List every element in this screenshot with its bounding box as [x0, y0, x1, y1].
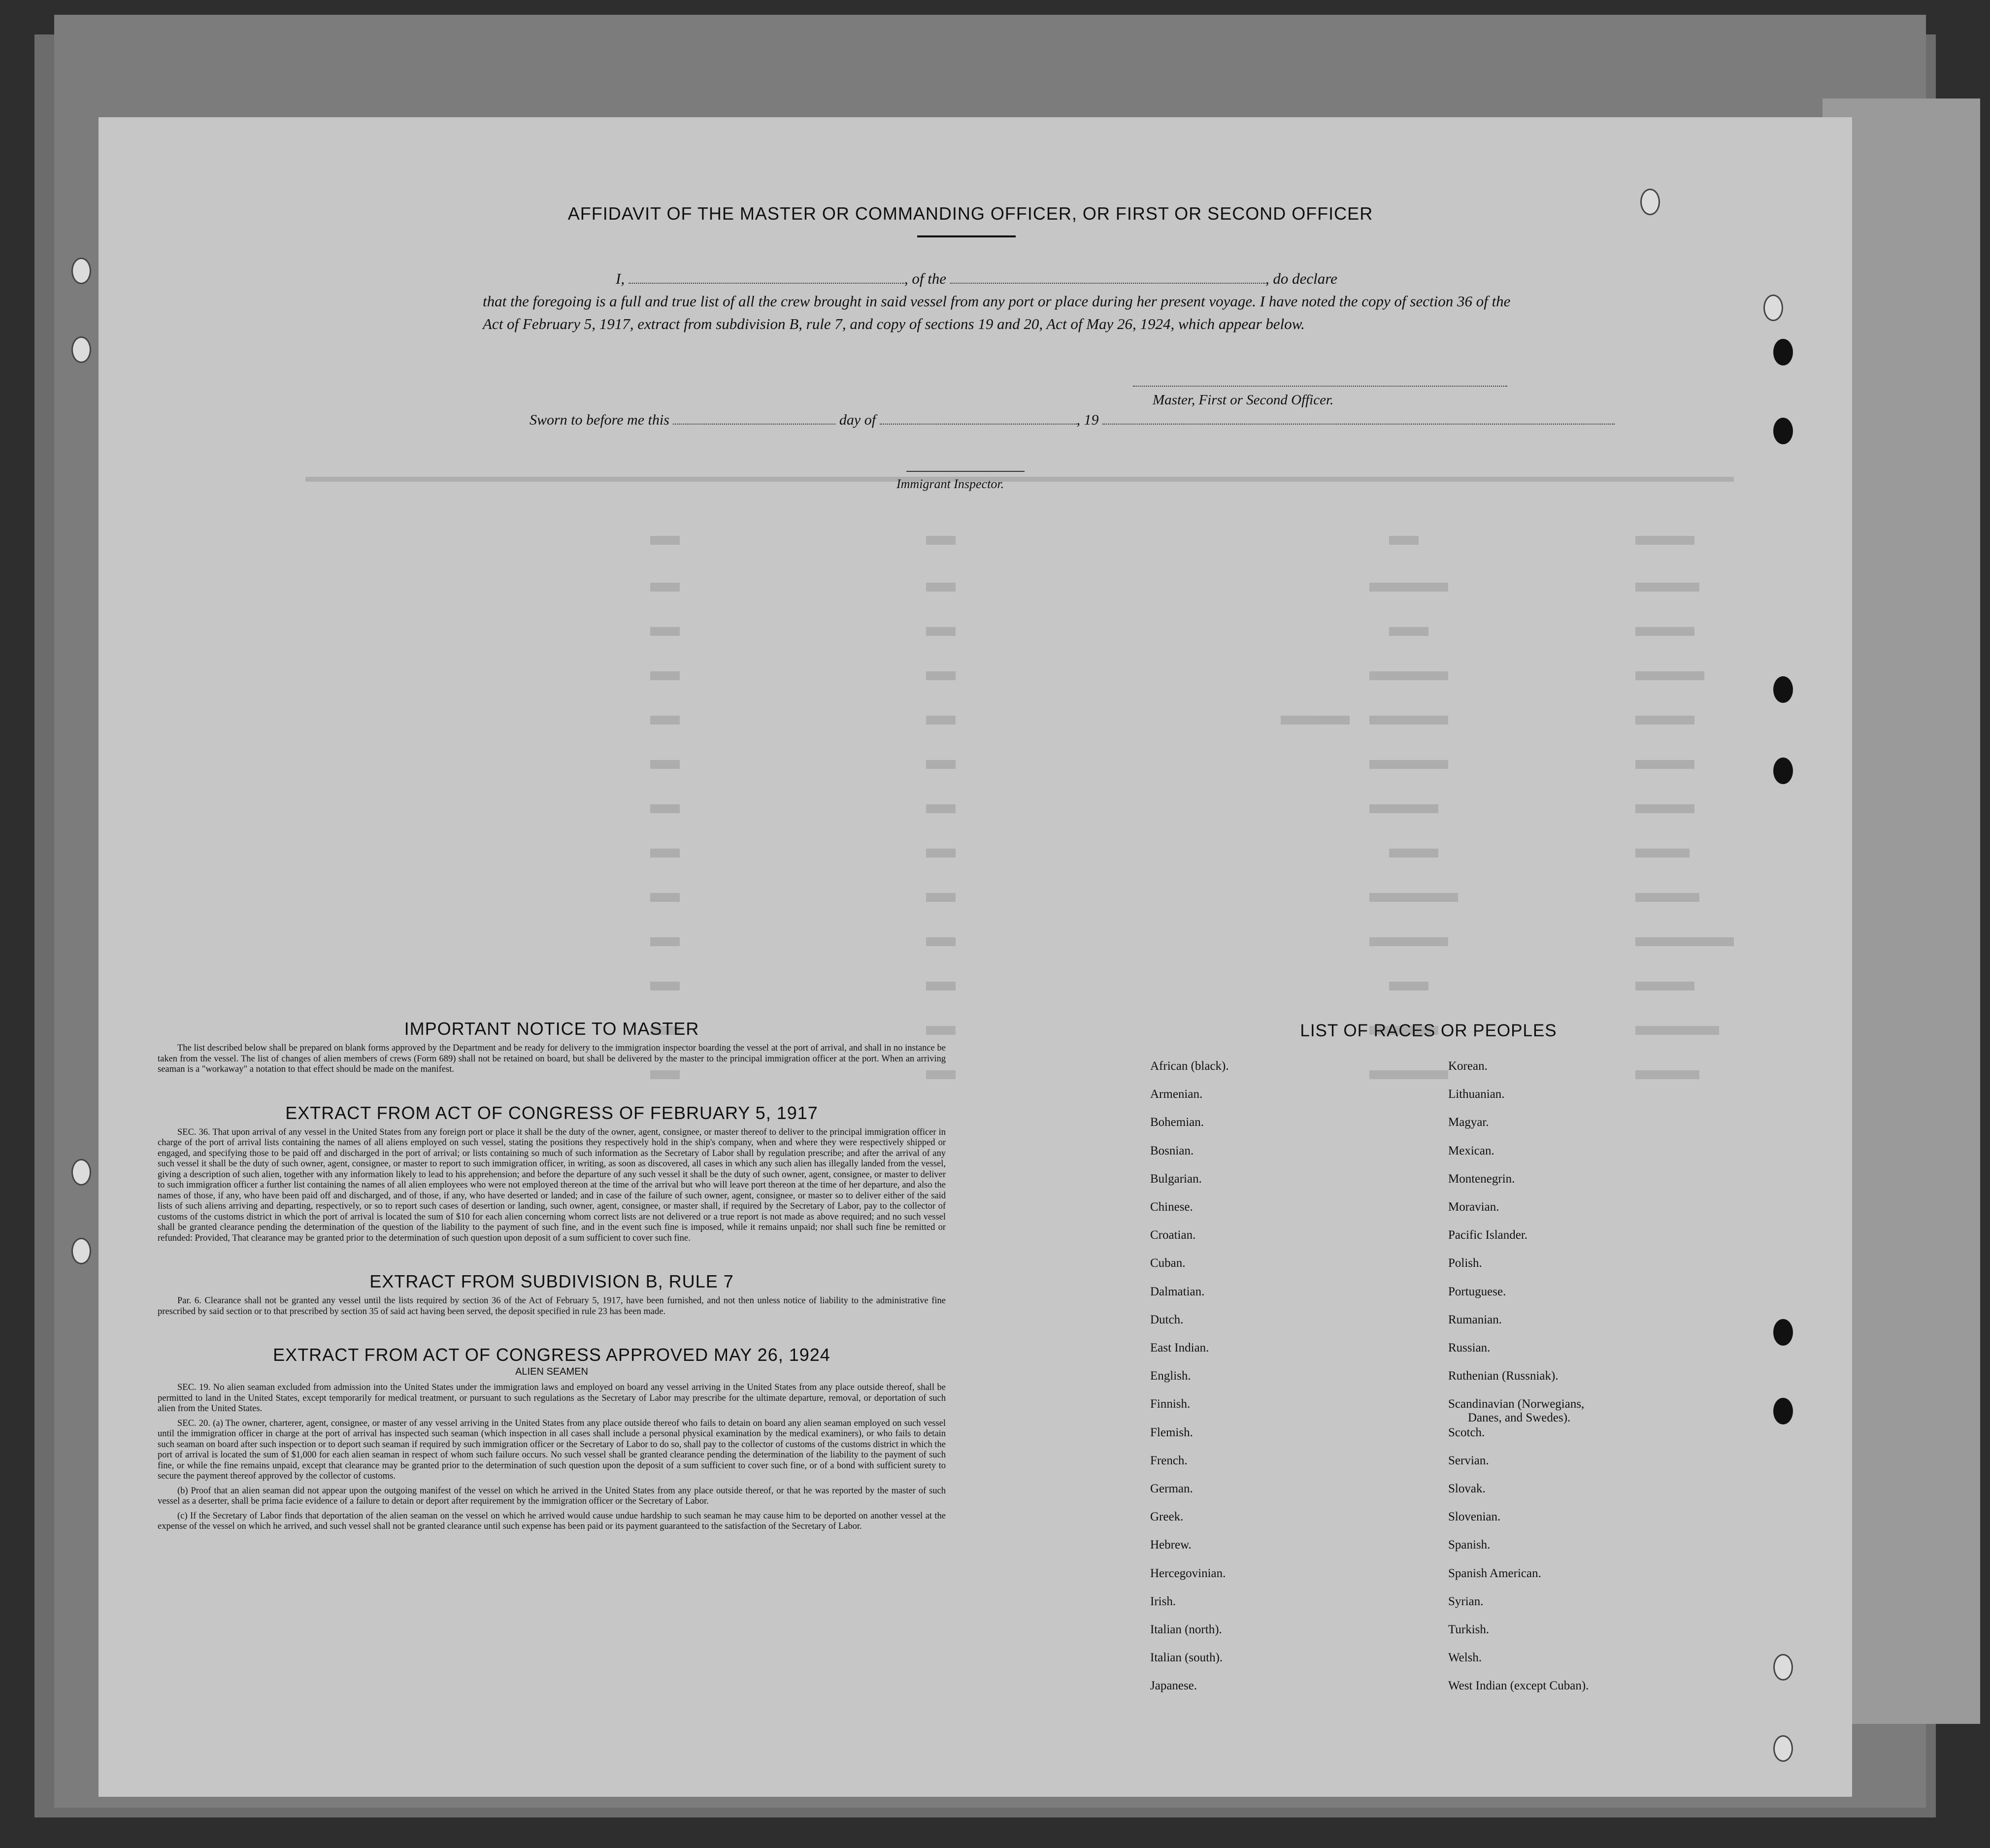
rule7-text: Par. 6. Clearance shall not be granted any vessel until the lists required by section 36 of the Act of February 5, 1917, have been furnished, and not then unless notice of liability to the administrative fine prescribed by said section or to that prescribed by section 35 of said act having been served, the deposit specified in rule 23 has been made.	[158, 1296, 946, 1317]
sec19-text: SEC. 19. No alien seaman excluded from admission into the United States under the immigration laws and employed on board any vessel arriving in the United States from any place outside thereof, shall be permitted to land in the United States, except temporarily for medical treatment, or pursuant to such regulations as the Secretary of Labor may prescribe for the ultimate departure, removal, or deportation of such alien from the United States.	[158, 1383, 946, 1414]
race-item: East Indian.	[1150, 1341, 1209, 1354]
race-item: Hebrew.	[1150, 1538, 1192, 1551]
binder-hole-icon	[1763, 295, 1783, 321]
race-item: Moravian.	[1448, 1200, 1499, 1214]
affidavit-i: I,	[616, 270, 625, 287]
manifest-page	[99, 117, 1852, 1797]
title-rule	[917, 235, 1016, 237]
race-item: Dalmatian.	[1150, 1285, 1205, 1298]
race-item: English.	[1150, 1369, 1191, 1383]
race-item: West Indian (except Cuban).	[1448, 1679, 1589, 1692]
race-item: Turkish.	[1448, 1623, 1490, 1636]
race-item: African (black).	[1150, 1059, 1229, 1073]
rule7-section	[158, 1271, 946, 1317]
race-item: Croatian.	[1150, 1228, 1196, 1242]
race-item: Syrian.	[1448, 1595, 1484, 1608]
races-title: LIST OF RACES OR PEOPLES	[1300, 1021, 1557, 1040]
affidavit-title: AFFIDAVIT OF THE MASTER OR COMMANDING OFFICER, OR FIRST OR SECOND OFFICER	[567, 203, 1373, 224]
binder-hole-icon	[71, 258, 91, 284]
race-item: Danes, and Swedes).	[1468, 1411, 1571, 1424]
race-item: Servian.	[1448, 1454, 1489, 1467]
race-item: Scandinavian (Norwegians,	[1448, 1397, 1585, 1411]
race-item: French.	[1150, 1454, 1188, 1467]
binder-hole-icon	[1773, 676, 1793, 703]
day-of-label: day of	[839, 412, 876, 428]
extract-1924-subtitle: ALIEN SEAMEN	[515, 1366, 588, 1377]
race-item: Slovenian.	[1448, 1510, 1501, 1523]
affidavit-do-declare: , do declare	[1265, 270, 1337, 287]
binder-hole-icon	[1773, 418, 1793, 444]
sec20c-text: (c) If the Secretary of Labor finds that deportation of the alien seaman on the vessel on which he arrived would cause undue hardship to such seaman he may cause him to be deported on another vessel at the expense of the vessel on which he arrived, and such vessel shall not be granted clearance until such expense has been paid or its payment guaranteed to the satisfaction of the Secretary of Labor.	[158, 1511, 946, 1531]
binder-hole-icon	[1773, 1398, 1793, 1424]
affidavit-body	[483, 267, 1527, 335]
binder-hole-icon	[1773, 1319, 1793, 1346]
race-item: Lithuanian.	[1448, 1088, 1505, 1101]
race-item: Rumanian.	[1448, 1313, 1502, 1326]
sworn-line	[530, 412, 1615, 429]
month-blank[interactable]	[880, 412, 1077, 425]
race-item: Finnish.	[1150, 1397, 1191, 1411]
race-item: Irish.	[1150, 1595, 1176, 1608]
race-item: German.	[1150, 1482, 1193, 1495]
race-item: Slovak.	[1448, 1482, 1486, 1495]
inspector-signature-line[interactable]	[906, 471, 1025, 472]
race-item: Dutch.	[1150, 1313, 1184, 1326]
affidavit-of-the: , of the	[904, 270, 947, 287]
race-item: Scotch.	[1448, 1426, 1485, 1439]
signature-line[interactable]	[1133, 386, 1507, 387]
race-item: Hercegovinian.	[1150, 1567, 1226, 1580]
inspector-label: Immigrant Inspector.	[896, 477, 1004, 491]
extract-1917-text: SEC. 36. That upon arrival of any vessel in the United States from any foreign port or place it shall be the duty of the owner, agent, consignee, or master thereof to deliver to the principal immigration officer in charge of the port of arrival lists containing the names of all aliens employed on such vessel, stating the positions they respectively hold in the ship's company, when and where they were respectively shipped or engaged, and specifying those to be paid off and discharged in the port of arrival; or lists containing so much of such information as the Secretary of Labor shall by regulation prescribe; and after the arrival of any such vessel it shall be the duty of such owner, agent, consignee, or master to report to such immigration officer, in writing, as soon as discovered, all cases in which any such alien has illegally landed from the vessel, giving a description of such alien, together with any information likely to lead to his apprehension; and before the departure of any such vessel it shall be the duty of such owner, agent, consignee, or master to deliver to such immigration officer a further list containing the names of all alien employees who were not employed thereon at the time of the arrival but who will leave port thereon at the time of her departure, and also the names of those, if any, who have been paid off and discharged, and of those, if any, who have deserted or landed; and in case of the failure of such owner, agent, consignee, or master so to deliver either of the said lists of such aliens arriving and departing, respectively, or so to report such cases of desertion or landing, such owner, agent, consignee, or master shall, if required by the Secretary of Labor, pay to the collector of customs of the customs district in which the port of arrival is located the sum of $10 for each alien concerning whom correct lists are not delivered or a true report is not made as above required; and no such vessel shall be granted clearance pending the determination of the question of the liability to the payment of such fine, and in the event such fine is imposed, while it remains unpaid; nor shall such fine be remitted or refunded: Provided, That clearance may be granted prior to the determination of such question upon deposit of a sum sufficient to cover such fine.	[158, 1127, 946, 1243]
race-item: Pacific Islander.	[1448, 1228, 1528, 1242]
race-item: Korean.	[1448, 1059, 1488, 1073]
binder-hole-icon	[1773, 1735, 1793, 1762]
sec20b-text: (b) Proof that an alien seaman did not appear upon the outgoing manifest of the vessel on which he arrived in the United States from any place outside thereof, or that he was reported by the master of such vessel as a deserter, shall be prima facie evidence of a failure to detain or deport after requirement by the immigration officer or the Secretary of Labor.	[158, 1485, 946, 1506]
affidavit-first-line	[483, 267, 1527, 290]
race-item: Chinese.	[1150, 1200, 1193, 1214]
binder-hole-icon	[1640, 189, 1660, 215]
race-item: Italian (north).	[1150, 1623, 1222, 1636]
sec20a-text: SEC. 20. (a) The owner, charterer, agent, consignee, or master of any vessel arriving in the United States from any place outside thereof who fails to detain on board any alien seaman employed on such vessel until the immigration officer in charge at the port of arrival has inspected such seaman (which inspection in all cases shall include a personal physical examination by the medical examiners), or who fails to detain such seaman on board after such inspection or to deport such seaman if required by such immigration officer or the Secretary of Labor to do so, shall pay to the collector of customs of the customs district in which the port of arrival is located the sum of $1,000 for each alien seaman in respect of whom such failure occurs. No such vessel shall be granted clearance pending the determination of the liability to the payment of such fine, or while the fine remains unpaid, except that clearance may be granted prior to the determination of such question upon the deposit of a sum sufficient to cover such fine, or of a bond with sufficient surety to secure the payment thereof approved by the collector of customs.	[158, 1418, 946, 1481]
race-item: Portuguese.	[1448, 1285, 1506, 1298]
race-item: Italian (south).	[1150, 1651, 1223, 1664]
notice-section	[158, 1019, 946, 1075]
race-item: Armenian.	[1150, 1088, 1203, 1101]
binder-hole-icon	[1773, 758, 1793, 784]
extract-1924-section	[158, 1345, 946, 1532]
notice-text: The list described below shall be prepared on blank forms approved by the Department and be ready for delivery to the immigration inspector boarding the vessel at the port of arrival, and shall in no instance be taken from the vessel. The list of changes of alien members of crews (Form 689) shall not be retained on board, but shall be delivered by the master to the principal immigration officer at the port. When an arriving seaman is a "workaway" a notation to that effect should be made on the manifest.	[158, 1043, 946, 1074]
race-item: Bulgarian.	[1150, 1172, 1202, 1186]
race-item: Montenegrin.	[1448, 1172, 1515, 1186]
year-blank[interactable]	[1102, 412, 1615, 425]
day-blank[interactable]	[673, 412, 835, 425]
extract-1917-title: EXTRACT FROM ACT OF CONGRESS OF FEBRUARY 5, 1917	[285, 1102, 818, 1123]
binder-hole-icon	[1773, 1654, 1793, 1681]
sworn-prefix: Sworn to before me this	[530, 412, 669, 428]
race-item: Welsh.	[1448, 1651, 1482, 1664]
race-item: Bosnian.	[1150, 1144, 1194, 1157]
binder-hole-icon	[1773, 339, 1793, 365]
race-item: Flemish.	[1150, 1426, 1193, 1439]
name-blank[interactable]	[629, 271, 904, 284]
race-item: Cuban.	[1150, 1256, 1186, 1270]
rule7-title: EXTRACT FROM SUBDIVISION B, RULE 7	[369, 1271, 734, 1291]
race-item: Polish.	[1448, 1256, 1482, 1270]
race-item: Russian.	[1448, 1341, 1491, 1354]
legal-extracts	[158, 1019, 946, 1532]
race-item: Ruthenian (Russniak).	[1448, 1369, 1559, 1383]
extract-1917-section	[158, 1103, 946, 1244]
race-item: Spanish American.	[1448, 1567, 1541, 1580]
race-item: Mexican.	[1448, 1144, 1494, 1157]
binder-hole-icon	[71, 336, 91, 363]
race-item: Bohemian.	[1150, 1116, 1204, 1129]
binder-hole-icon	[71, 1159, 91, 1186]
affidavit-statement: that the foregoing is a full and true list of all the crew brought in said vessel from any port or place during her present voyage. I have noted the copy of section 36 of the Act of February 5, 1917, extract from subdivision B, rule 7, and copy of sections 19 and 20, Act of May 26, 1924, which appear below.	[483, 293, 1511, 332]
signature-label: Master, First or Second Officer.	[1153, 392, 1334, 408]
race-item: Greek.	[1150, 1510, 1184, 1523]
vessel-blank[interactable]	[950, 271, 1265, 284]
binder-hole-icon	[71, 1238, 91, 1264]
notice-title: IMPORTANT NOTICE TO MASTER	[404, 1019, 699, 1039]
race-item: Magyar.	[1448, 1116, 1489, 1129]
race-item: Spanish.	[1448, 1538, 1491, 1551]
extract-1924-title: EXTRACT FROM ACT OF CONGRESS APPROVED MAY 26, 1924	[273, 1345, 830, 1365]
race-item: Japanese.	[1150, 1679, 1197, 1692]
year-prefix: , 19	[1076, 412, 1099, 428]
